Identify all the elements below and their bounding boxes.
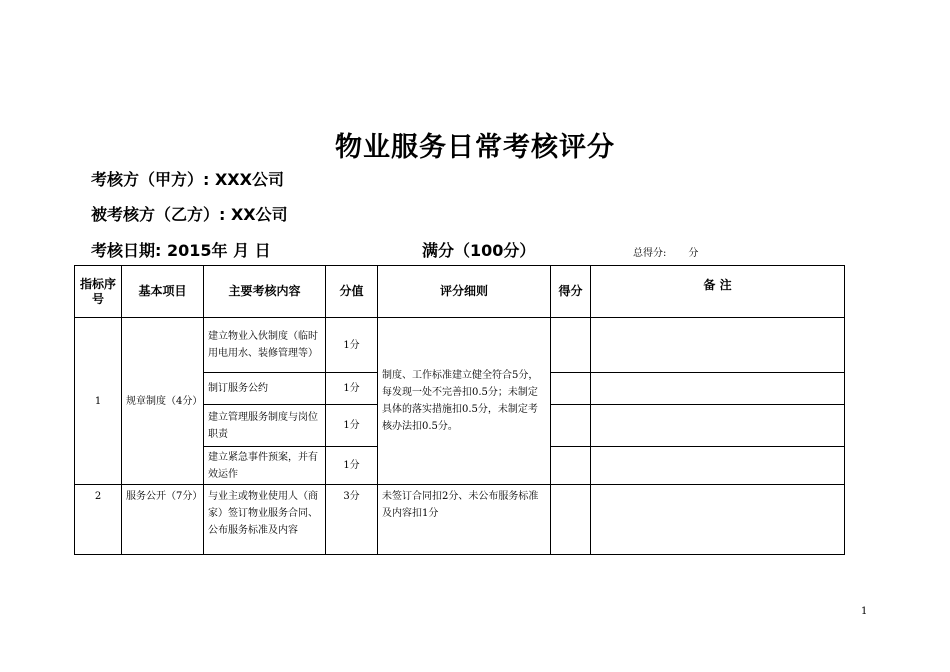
row1-content-2: 制订服务公约 xyxy=(204,373,326,405)
page-number: 1 xyxy=(861,606,868,617)
row1-index: 1 xyxy=(75,318,122,485)
total-score xyxy=(633,244,698,259)
row1-content-4: 建立紧急事件预案，并有效运作 xyxy=(204,447,326,485)
row2-remark[interactable] xyxy=(591,485,845,555)
header-remark: 备 注 xyxy=(591,266,845,318)
row2-score[interactable] xyxy=(551,485,591,555)
row2-detail: 未签订合同扣2分、未公布服务标准及内容扣1分 xyxy=(378,485,551,555)
row1-detail: 制度、工作标准建立健全符合5分，每发现一处不完善扣0.5分；未制定具体的落实措施扣0.5分，未制定考核办法扣0.5分。 xyxy=(378,318,551,485)
row1-score-4[interactable] xyxy=(551,447,591,485)
row1-value-1: 1分 xyxy=(326,318,378,373)
row1-score-2[interactable] xyxy=(551,373,591,405)
row2-value: 3分 xyxy=(326,485,378,555)
row1-score-1[interactable] xyxy=(551,318,591,373)
row1-content-1: 建立物业入伙制度（临时用电用水、装修管理等） xyxy=(204,318,326,373)
total-score-label: 总得分: xyxy=(633,248,667,259)
assessment-table xyxy=(74,265,845,555)
document-title: 物业服务日常考核评分 xyxy=(335,132,615,163)
row1-value-3: 1分 xyxy=(326,405,378,447)
header-value: 分值 xyxy=(326,266,378,318)
row2-index: 2 xyxy=(75,485,122,555)
row2-item: 服务公开（7分） xyxy=(122,485,204,555)
row1-content-3: 建立管理服务制度与岗位职责 xyxy=(204,405,326,447)
full-score: 满分（100分） xyxy=(422,241,536,260)
row1-remark-2[interactable] xyxy=(591,373,845,405)
row1-remark-3[interactable] xyxy=(591,405,845,447)
header-content: 主要考核内容 xyxy=(204,266,326,318)
row1-value-2: 1分 xyxy=(326,373,378,405)
party-a: 考核方（甲方）: XXX公司 xyxy=(91,170,284,189)
header-row xyxy=(75,266,845,318)
total-score-unit: 分 xyxy=(688,248,699,259)
assessment-date: 考核日期: 2015年 月 日 xyxy=(91,241,271,260)
header-score: 得分 xyxy=(551,266,591,318)
row1-value-4: 1分 xyxy=(326,447,378,485)
row1-item: 规章制度（4分） xyxy=(122,318,204,485)
row1-remark-1[interactable] xyxy=(591,318,845,373)
table-row xyxy=(75,318,845,373)
header-detail: 评分细则 xyxy=(378,266,551,318)
header-item: 基本项目 xyxy=(122,266,204,318)
table-row xyxy=(75,485,845,555)
row2-content: 与业主或物业使用人（商家）签订物业服务合同、公布服务标准及内容 xyxy=(204,485,326,555)
row1-remark-4[interactable] xyxy=(591,447,845,485)
party-b: 被考核方（乙方）: XX公司 xyxy=(91,205,288,224)
row1-score-3[interactable] xyxy=(551,405,591,447)
header-index: 指标序号 xyxy=(75,266,122,318)
